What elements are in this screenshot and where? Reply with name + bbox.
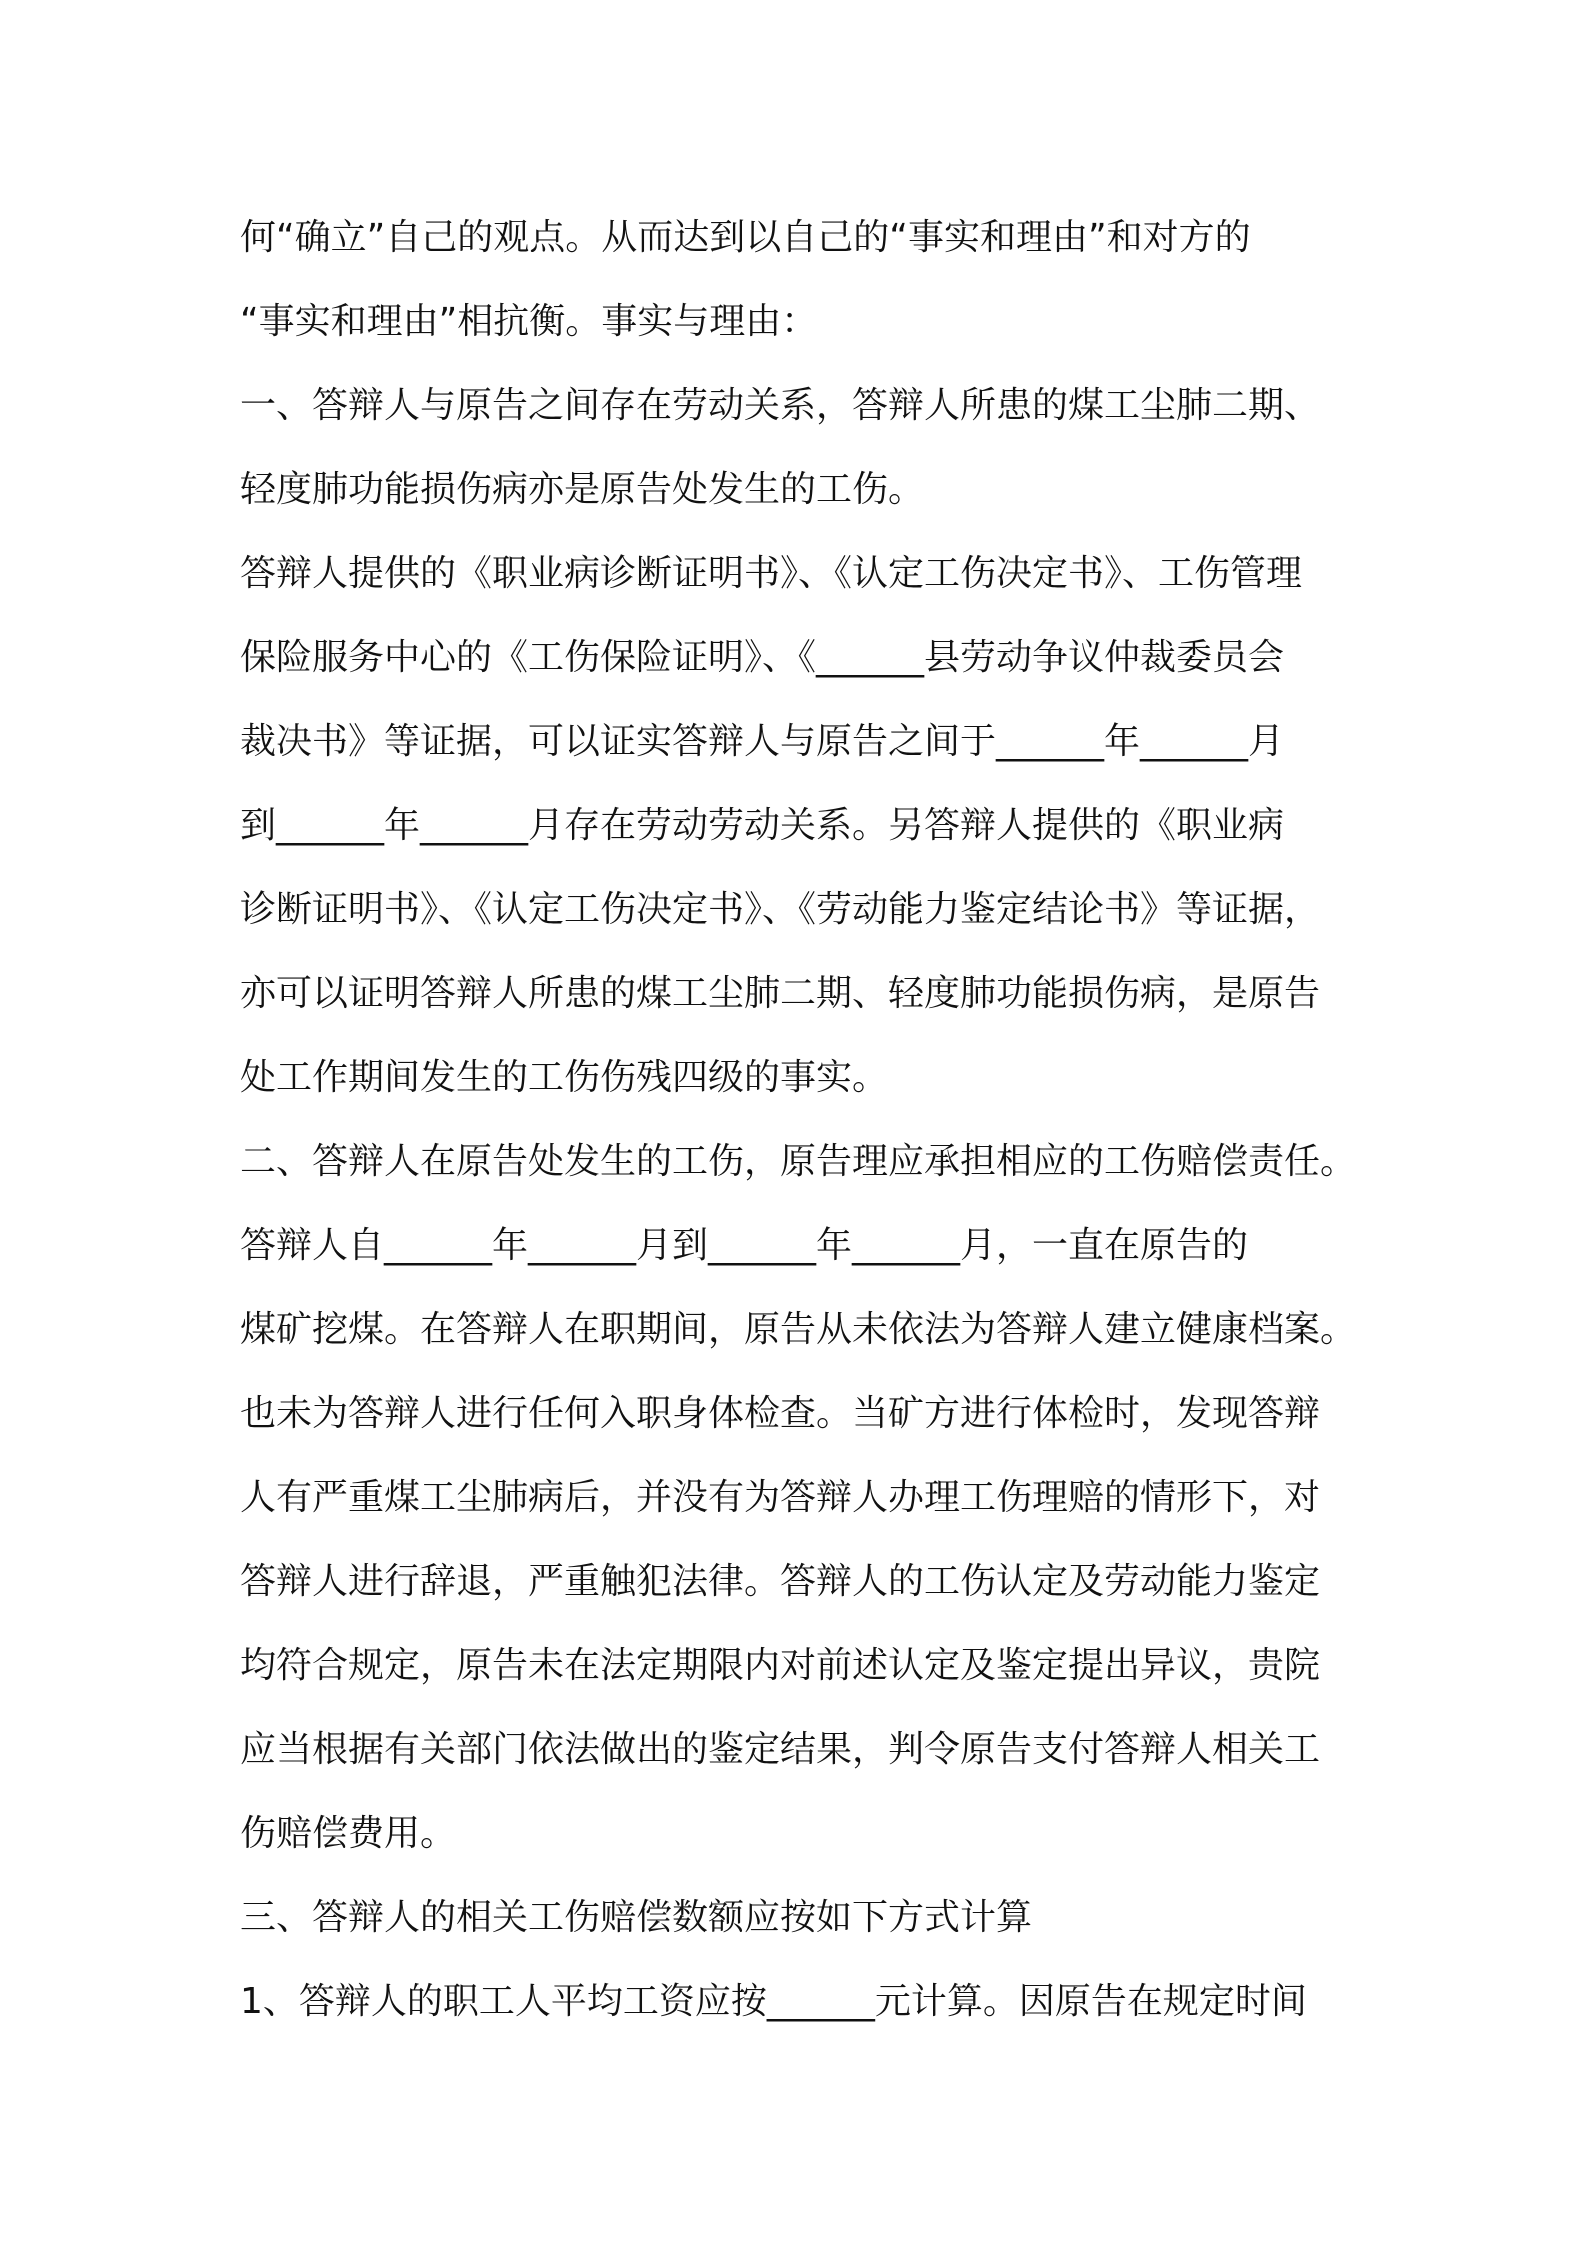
text-line: 亦可以证明答辩人所患的煤工尘肺二期、轻度肺功能损伤病，是原告 [240,973,1321,1014]
text-line: 均符合规定，原告未在法定期限内对前述认定及鉴定提出异议，贵院 [240,1645,1321,1686]
text-line: “事实和理由”相抗衡。事实与理由： [240,301,818,342]
text-line: 轻度肺功能损伤病亦是原告处发生的工伤。 [240,469,925,510]
text-line: 到______年______月存在劳动劳动关系。另答辩人提供的《职业病 [240,805,1285,846]
text-line: 煤矿挖煤。在答辩人在职期间，原告从未依法为答辩人建立健康档案。 [240,1309,1357,1350]
text-line: 人有严重煤工尘肺病后，并没有为答辩人办理工伤理赔的情形下，对 [240,1477,1321,1518]
text-line: 三、答辩人的相关工伤赔偿数额应按如下方式计算 [240,1897,1033,1938]
text-line: 也未为答辩人进行任何入职身体检查。当矿方进行体检时，发现答辩 [240,1393,1321,1434]
text-line: 处工作期间发生的工伤伤残四级的事实。 [240,1057,889,1098]
text-line: 二、答辩人在原告处发生的工伤，原告理应承担相应的工伤赔偿责任。 [240,1141,1357,1182]
text-line: 答辩人自______年______月到______年______月，一直在原告的 [240,1225,1249,1266]
text-line: 1、答辩人的职工人平均工资应按______元计算。因原告在规定时间 [240,1981,1307,2022]
text-line: 诊断证明书》、《认定工伤决定书》、《劳动能力鉴定结论书》等证据， [240,889,1321,930]
text-line: 何“确立”自己的观点。从而达到以自己的“事实和理由”和对方的 [240,217,1251,258]
text-line: 伤赔偿费用。 [240,1813,457,1854]
text-line: 一、答辩人与原告之间存在劳动关系，答辩人所患的煤工尘肺二期、 [240,385,1321,426]
text-line: 应当根据有关部门依法做出的鉴定结果，判令原告支付答辩人相关工 [240,1729,1321,1770]
text-line: 保险服务中心的《工伤保险证明》、《______县劳动争议仲裁委员会 [240,637,1285,678]
text-line: 答辩人提供的《职业病诊断证明书》、《认定工伤决定书》、工伤管理 [240,553,1303,594]
text-line: 答辩人进行辞退，严重触犯法律。答辩人的工伤认定及劳动能力鉴定 [240,1561,1321,1602]
document-body [240,196,1360,2044]
text-line: 裁决书》等证据，可以证实答辩人与原告之间于______年______月 [240,721,1285,762]
